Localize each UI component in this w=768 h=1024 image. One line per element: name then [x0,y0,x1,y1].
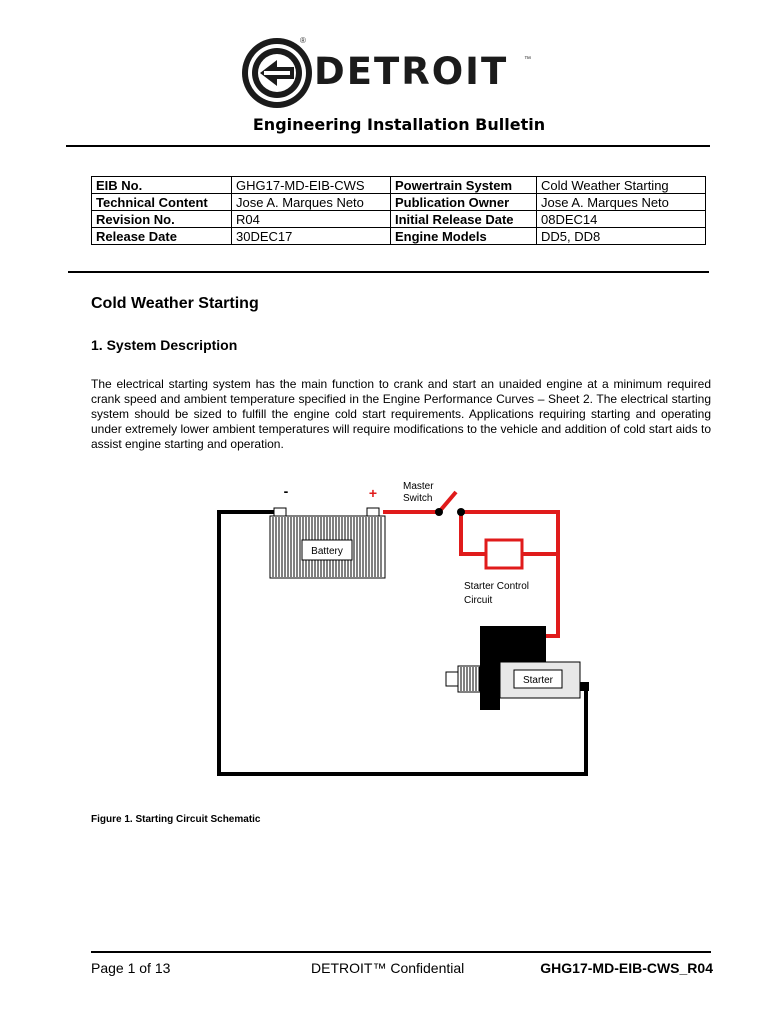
bulletin-metadata-table [91,176,706,245]
page-number: Page 1 of 13 [91,960,171,976]
starter-control-label: Circuit [464,595,493,606]
metadata-row [92,211,706,228]
system-description-paragraph: The electrical starting system has the main function to crank and start an unaided engine at a minimum required crank speed and ambient temperature specified in the Engine Performance Curves – Sheet 2. The electrical starting system should be sized to fulfill the engine cold start requirements. Applications requiring starting and operating under extremely lower ambient temperatures will require modifications to the vehicle and addition of cold start aids to assist engine starting and operation. [91,377,711,451]
metadata-row [92,194,706,211]
subsection-title: 1. System Description [91,337,238,353]
master-switch-label: Master [403,481,434,492]
detroit-logo [240,36,540,110]
master-switch-contact [435,508,443,516]
brand-name: DETROIT [314,50,509,93]
bulletin-title: Engineering Installation Bulletin [252,115,546,134]
metadata-value: Cold Weather Starting [537,177,706,194]
metadata-value: Jose A. Marques Neto [537,194,706,211]
negative-terminal-label: - [283,483,289,499]
detroit-emblem-icon [240,36,314,110]
metadata-row [92,177,706,194]
metadata-label: Technical Content [92,194,232,211]
metadata-label: Revision No. [92,211,232,228]
starter-label: Starter [522,675,554,686]
footer-divider [91,951,711,953]
metadata-value: 08DEC14 [537,211,706,228]
positive-terminal-label: + [368,485,378,501]
header-divider [66,145,710,147]
positive-wire [383,492,558,636]
starter-control-relay [486,540,522,568]
metadata-value: GHG17-MD-EIB-CWS [232,177,391,194]
metadata-label: Engine Models [391,228,537,245]
metadata-value: R04 [232,211,391,228]
figure-caption: Figure 1. Starting Circuit Schematic [91,814,261,825]
metadata-label: Powertrain System [391,177,537,194]
metadata-label: Initial Release Date [391,211,537,228]
metadata-label: EIB No. [92,177,232,194]
section-title: Cold Weather Starting [91,295,259,312]
metadata-divider [68,271,709,273]
battery-label: Battery [311,546,343,557]
starter-control-label: Starter Control [464,581,530,592]
metadata-value: DD5, DD8 [537,228,706,245]
master-switch-label: Switch [403,493,433,504]
starter-motor [446,626,589,710]
metadata-row [92,228,706,245]
metadata-label: Publication Owner [391,194,537,211]
document-id: GHG17-MD-EIB-CWS_R04 [540,960,713,976]
metadata-label: Release Date [92,228,232,245]
metadata-value: 30DEC17 [232,228,391,245]
battery [270,508,385,578]
metadata-value: Jose A. Marques Neto [232,194,391,211]
confidentiality-notice: DETROIT™ Confidential [311,960,465,976]
registered-mark-icon: ® [300,36,306,45]
starting-circuit-schematic [200,470,610,790]
master-switch-contact [457,508,465,516]
trademark-icon: ™ [524,56,531,63]
